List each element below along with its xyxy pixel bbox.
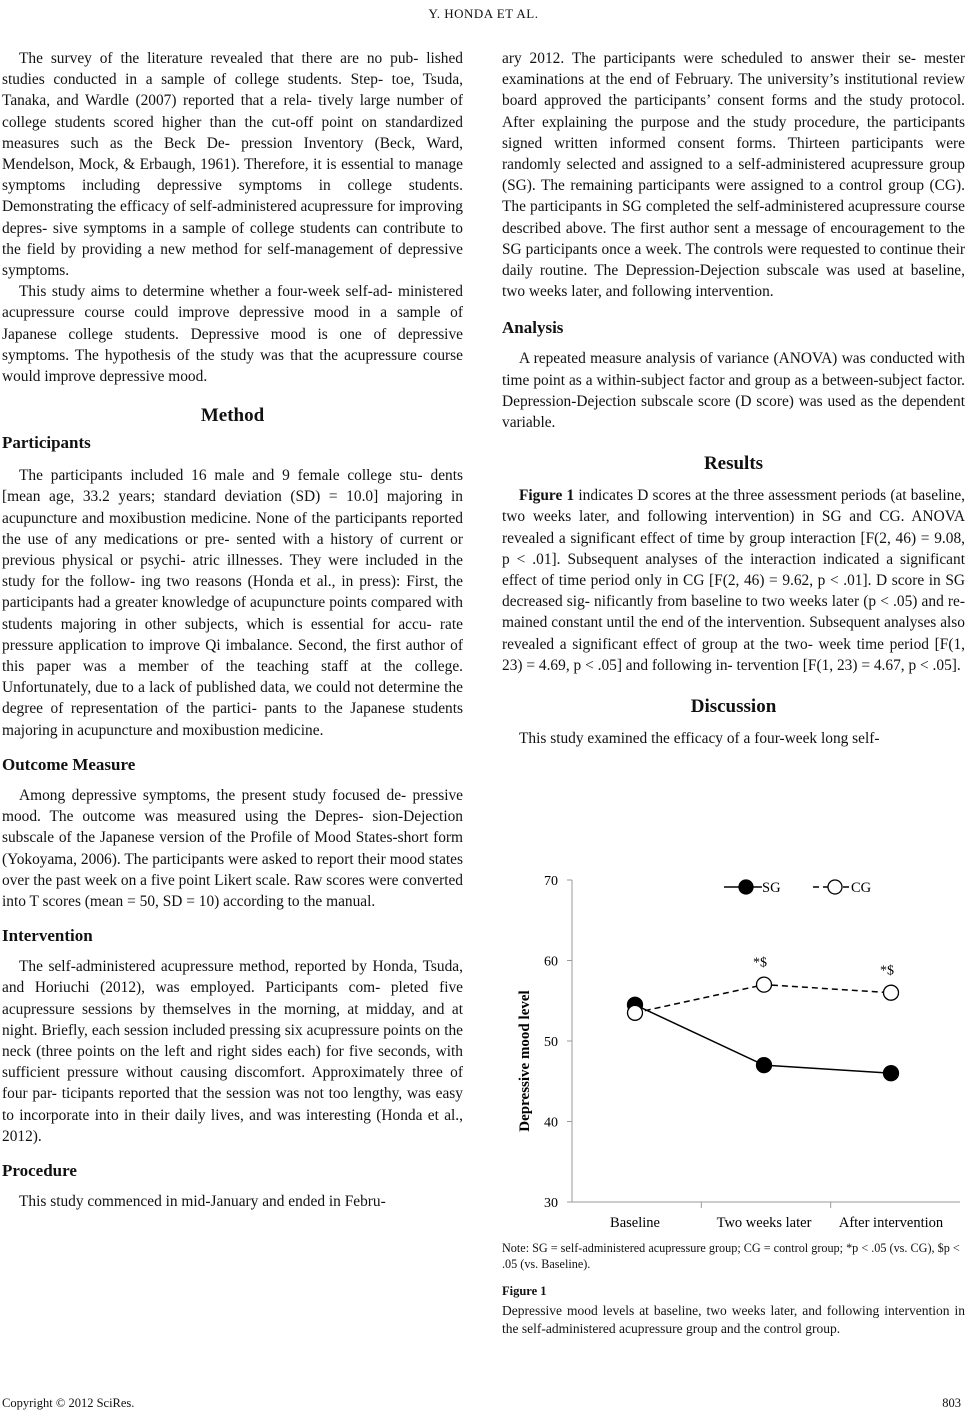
data-point-cg xyxy=(884,985,899,1000)
x-tick-label: After intervention xyxy=(838,1215,944,1231)
y-tick-label: 70 xyxy=(544,874,558,889)
legend-marker-sg xyxy=(739,880,753,894)
paragraph-outcome: Among depressive symptoms, the present study focused de- pressive mood. The outcome was measured using the Depres- sion-Dejection subscale of the Japanese version of the Profile of Mood States-short form (Yokoyama, 2006). The participants were asked to report their mood states over the past week on a five point Likert scale. Raw scores were converted into T scores (mean = 50, SD = 10) according to the manual. xyxy=(2,786,463,910)
paragraph-results-text: indicates D scores at the three assessment periods (at baseline, two weeks later, and following intervention) in SG and CG. ANOVA revealed a significant effect of time by group interaction [F(2, 46) = 9.08, p < .01]. Subsequent analyses of the interaction indicated a significant effect of time period only in CG [F(2, 46) = 9.62, p < .01]. D score in SG decreased sig- nificantly from baseline to two weeks later (p < .05) and re- mained constant until the end of the intervention. Subsequent analyses also revealed a significant effect of group at the two- week time period [F(1, 23) = 4.69, p < .05] and following in- tervention [F(1, 23) = 4.67, p < .05]. xyxy=(502,487,965,674)
paragraph-intro-2: This study aims to determine whether a four-week self-ad- ministered acupressure course could improve depressive mood in a sample of Japanese college students. Depressive mood is one of depressive symptoms. The hypothesis of the study was that the acupressure course would improve depressive mood. xyxy=(2,283,463,386)
copyright-footer: Copyright © 2012 SciRes. xyxy=(2,1396,135,1410)
analysis-heading: Analysis xyxy=(502,318,564,338)
paragraph-results xyxy=(502,485,965,676)
right-column xyxy=(502,48,965,749)
method-heading: Method xyxy=(200,405,265,427)
y-tick-label: 50 xyxy=(544,1035,558,1050)
paragraph-intervention: The self-administered acupressure method, reported by Honda, Tsuda, and Horiuchi (2012), was employed. Participants com- pleted five acupressure sessions by themselves in the morning, at midday, and at night. Briefly, each session included pressing six acupressure points on the neck (three points on the left and right sides each) for five seconds, with sufficient pressure without causing discomfort. Approximately three of four par- ticipants reported that the session was not too lengthy, was easy to incorporate into in their daily lives, and was interesting (Honda et al., 2012). xyxy=(2,958,463,1145)
line-chart xyxy=(502,860,965,1240)
figure-caption-title: Figure 1 xyxy=(502,1284,547,1298)
y-tick-label: 30 xyxy=(544,1196,558,1211)
discussion-heading: Discussion xyxy=(690,696,777,718)
legend-label-sg: SG xyxy=(762,880,781,896)
participants-heading: Participants xyxy=(2,433,91,453)
data-point-sg xyxy=(884,1066,899,1081)
paragraph-procedure-cont: ary 2012. The participants were scheduled to answer their se- mester examinations at the end of February. The university’s institutional review board approved the participants’ consent forms and the study protocol. After explaining the purpose and the study procedure, the participants signed written informed consent forms. Thirteen participants were randomly selected and assigned to a self-administered acupressure group (SG). The remaining participants were assigned to a control group (CG). The participants in SG completed the self-administered acupressure course described above. The first author sent a message of encouragement to the SG participants once a week. The controls were requested to continue their daily routine. The Depression-Dejection subscale was used at baseline, two weeks later, and following intervention. xyxy=(502,50,965,301)
paragraph-analysis: A repeated measure analysis of variance (ANOVA) was conducted with time point as a within-subject factor and group as a between-subject factor. Depression-Dejection subscale score (D score) was used as the dependent variable. xyxy=(502,350,965,432)
y-axis-label: Depressive mood level xyxy=(517,990,533,1132)
x-tick-label: Two weeks later xyxy=(716,1215,812,1231)
legend-marker-cg xyxy=(828,880,842,894)
left-column xyxy=(2,48,463,1212)
figure-ref: Figure 1 xyxy=(519,487,575,505)
y-tick-label: 40 xyxy=(544,1115,558,1131)
data-point-cg xyxy=(628,1005,643,1020)
data-point-sg xyxy=(757,1058,772,1073)
paragraph-discussion: This study examined the efficacy of a four-week long self- xyxy=(519,730,880,748)
page-number: 803 xyxy=(942,1396,961,1410)
results-heading: Results xyxy=(703,453,764,475)
paragraph-procedure: This study commenced in mid-January and ended in Febru- xyxy=(19,1192,386,1210)
data-point-cg xyxy=(757,977,772,992)
figure-1 xyxy=(502,860,965,1240)
significance-annotation: *$ xyxy=(880,963,894,979)
outcome-heading: Outcome Measure xyxy=(2,754,136,774)
significance-annotation: *$ xyxy=(753,955,767,971)
x-tick-label: Baseline xyxy=(610,1215,660,1231)
paragraph-intro-1: The survey of the literature revealed that there are no pub- lished studies conducted in a sample of college students. Step- toe, Tsuda, Tanaka, and Wardle (2007) reported that a rela- tively large number of college students scored higher than the cut-off point on standardized measures such as the Beck De- pression Inventory (Beck, Ward, Mendelson, Mock, & Erbaugh, 1961). Therefore, it is essential to manage symptoms including depressive symptoms in college students. Demonstrating the efficacy of self-administered acupressure for improving depres- sive symptoms in a sample of college students can contribute to the field by providing a new method for self-management of depressive symptoms. xyxy=(2,50,463,280)
intervention-heading: Intervention xyxy=(2,926,93,946)
paragraph-participants: The participants included 16 male and 9 female college stu- dents [mean age, 33.2 years; standard deviation (SD) = 10.0] majoring in acupuncture and moxibustion medicine. None of the participants reported the use of any medications or pre- sented with a history of current or previous physical or psychi- atric illnesses. They were included in the study for the follow- ing two reasons (Honda et al., in press): First, the participants had a greater knowledge of acupuncture points compared with students majoring in other subjects, which is essential for accu- rate pressure application to improve Qi imbalance. Second, the first author of this paper was a member of the teaching staff at the college. Unfortunately, due to a lack of published data, we could not determine the degree of representation of the partici- pants to the Japanese students majoring in acupuncture and moxibustion medicine. xyxy=(2,467,463,739)
figure-note: Note: SG = self-administered acupressure group; CG = control group; *p < .05 (vs. CG), $p < .05 (vs. Baseline). xyxy=(502,1241,960,1271)
y-tick-label: 60 xyxy=(544,954,558,970)
figure-caption-text: Depressive mood levels at baseline, two weeks later, and following intervention in the self-administered acupressure group and the control group. xyxy=(502,1303,965,1336)
legend-label-cg: CG xyxy=(851,880,872,896)
running-header: Y. HONDA ET AL. xyxy=(428,6,539,21)
procedure-heading: Procedure xyxy=(2,1160,77,1180)
